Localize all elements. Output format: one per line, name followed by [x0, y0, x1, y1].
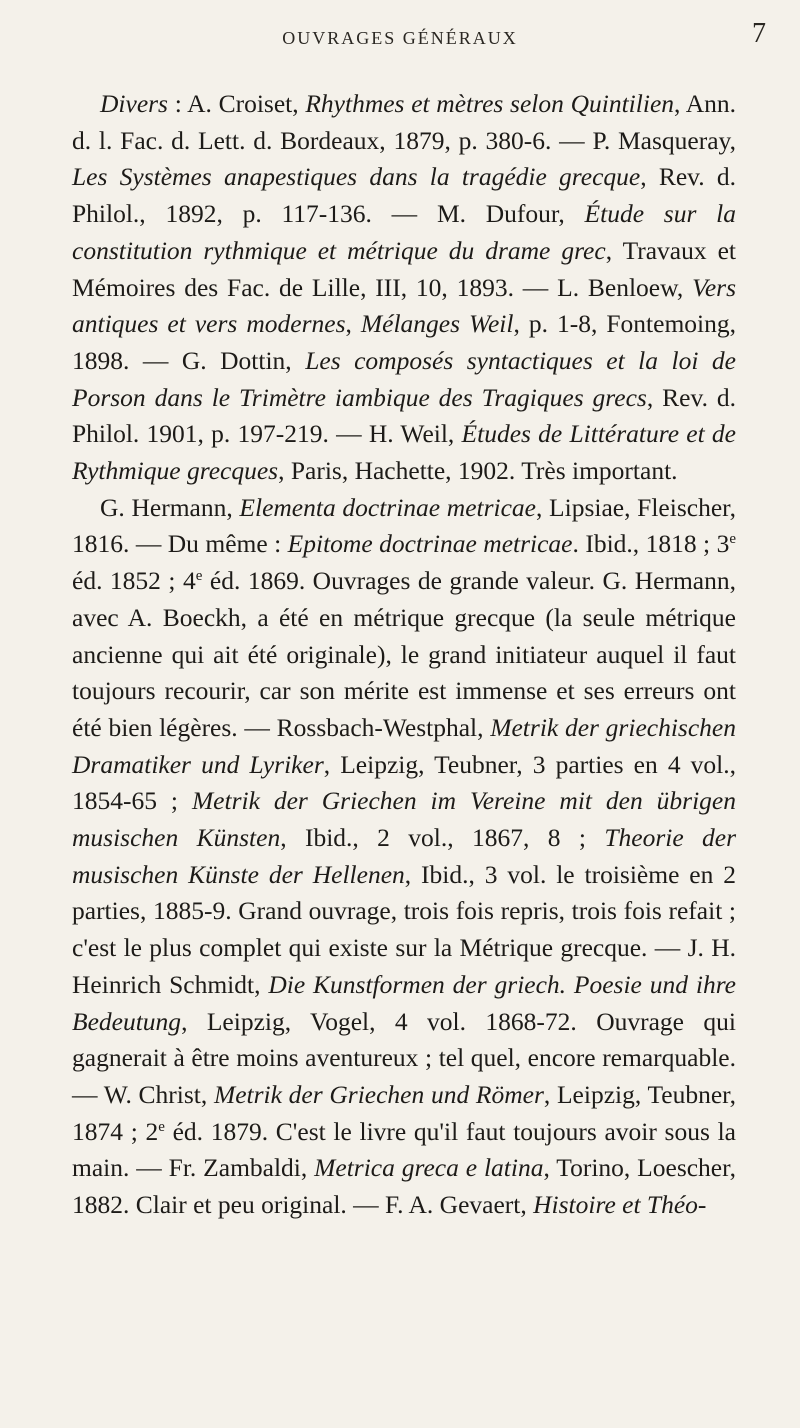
- text-run: éd. 1879. C'est le livre qu'il faut toujours avoir sous la main. — Fr. Zambaldi,: [72, 1116, 736, 1183]
- text-run: , Torino, Loescher, 1882. Clair et peu original. — F. A. Gevaert,: [72, 1153, 736, 1220]
- italic-title: Elementa doctrinae metricae: [239, 492, 536, 522]
- italic-title: Mélanges Weil: [360, 309, 514, 339]
- italic-title: Die Kunstformen der griech. Poesie und ihre Bedeutung: [72, 969, 736, 1036]
- text-run: , Leipzig, Teubner, 1874 ; 2: [72, 1079, 736, 1146]
- italic-title: Rhythmes et mètres selon Quintilien: [305, 89, 675, 118]
- italic-title: Epitome doctrinae metricae: [287, 529, 573, 559]
- italic-title: Metrik der Griechen und Römer: [213, 1079, 544, 1109]
- text-run: , p. 1-8, Fontemoing, 1898. — G. Dottin,: [72, 309, 737, 375]
- italic-title: Les Systèmes anapestiques dans la tragédie grecque: [72, 162, 641, 192]
- italic-title: Étude sur la constitution rythmique et métrique du drame grec: [72, 199, 736, 265]
- text-run: , Rev. d. Philol., 1892, p. 117-136. — M. Dufour,: [72, 162, 736, 229]
- italic-title: Metrica greca e latina: [314, 1153, 544, 1183]
- paragraph-divers: [72, 86, 736, 490]
- italic-title: Histoire et Théo-: [533, 1190, 707, 1220]
- text-run: , Paris, Hachette, 1902. Très important.: [278, 456, 678, 486]
- italic-title: Metrik der griechischen Dramatiker und Lyriker: [72, 712, 736, 779]
- text-run: , Rev. d. Philol. 1901, p. 197-219. — H. Weil,: [72, 382, 736, 449]
- running-head: OUVRAGES GÉNÉRAUX: [282, 28, 518, 48]
- text-run: , Leipzig, Vogel, 4 vol. 1868-72. Ouvrage qui gagnerait à être moins aventureux ; tel quel, encore remarquable. — W. Christ,: [72, 1006, 736, 1109]
- paragraph-hermann: [72, 490, 736, 1224]
- text-run: éd. 1869. Ouvrages de grande valeur. G. Hermann, avec A. Boeckh, a été en métrique grecque (la seule métrique ancienne qui ait été originale), le grand initiateur auquel il faut toujours recourir, car son mérite est immense et ses erreurs ont été bien légères. — Rossbach-Westphal,: [72, 566, 736, 742]
- italic-title: Vers antiques et vers modernes: [72, 272, 736, 339]
- text-run: , Leipzig, Teubner, 3 parties en 4 vol., 1854-65 ;: [72, 749, 737, 816]
- text-run: G. Hermann,: [100, 492, 240, 522]
- body-text: [72, 86, 736, 1224]
- italic-title: Divers: [100, 89, 168, 118]
- page-number: 7: [752, 18, 766, 49]
- superscript: e: [158, 1118, 165, 1135]
- text-run: , Ibid., 2 vol., 1867, 8 ;: [280, 823, 605, 853]
- text-run: ,: [345, 309, 361, 339]
- italic-title: Theorie der musischen Künste der Hellenen: [72, 823, 737, 889]
- text-run: , Lipsiae, Fleischer, 1816. — Du même :: [72, 492, 736, 559]
- italic-title: Études de Littérature et de Rythmique grecques: [72, 419, 736, 486]
- text-run: : A. Croiset,: [167, 89, 306, 118]
- superscript: e: [729, 531, 736, 548]
- italic-title: Metrik der Griechen im Vereine mit den übrigen musischen Künsten: [72, 786, 737, 853]
- italic-title: Les composés syntactiques et la loi de Porson dans le Trimètre iambique des Tragiques grecs: [72, 345, 736, 412]
- text-run: , Ibid., 3 vol. le troisième en 2 parties, 1885-9. Grand ouvrage, trois fois repris, trois fois refait ; c'est le plus complet qui existe sur la Métrique grecque. — J. H. Heinrich Schmidt,: [72, 859, 736, 999]
- text-run: , Travaux et Mémoires des Fac. de Lille, III, 10, 1893. — L. Benloew,: [72, 235, 736, 302]
- text-run: . Ibid., 1818 ; 3: [572, 529, 730, 559]
- superscript: e: [195, 568, 203, 585]
- text-run: , Ann. d. l. Fac. d. Lett. d. Bordeaux, 1879, p. 380-6. — P. Masqueray,: [72, 89, 736, 155]
- text-run: éd. 1852 ; 4: [72, 566, 196, 596]
